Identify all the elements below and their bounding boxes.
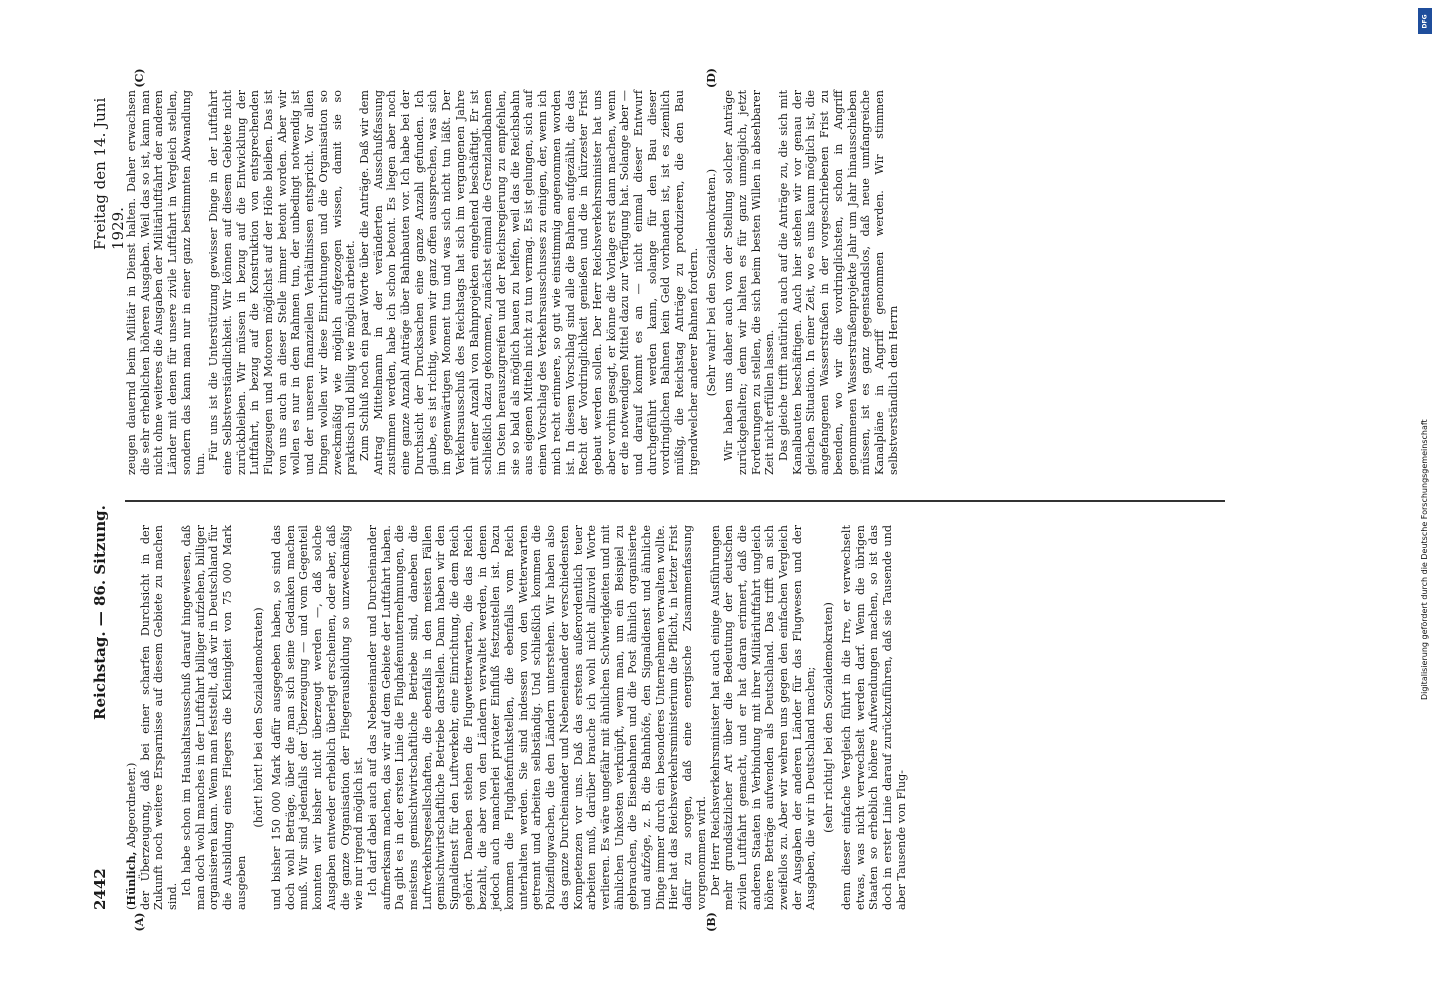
- paragraph: zeugen dauernd beim Militär in Dienst halten. Daher erwachsen die sehr erheblichen höheren Ausgaben. Weil das so ist, kann man nicht ohne weiteres die Ausgaben der Militärluftfahrt der anderen Länder mit denen für unsere zivile Luftfahrt in Vergleich stellen, sondern das kann man nur in einer ganz bestimmten Abwandlung tun.: [125, 90, 207, 475]
- marker-d: (D): [705, 68, 718, 88]
- paragraph: Zum Schluß noch ein paar Worte über die Anträge. Daß wir dem Antrag Mittelmann in der veränderten Ausschußfassung zustimmen werden, habe ich schon betont. Es liegen aber noch eine ganze Anzahl Anträge über Bahnbauten vor. Ich habe bei der Durchsicht der Drucksachen eine ganze Anzahl gefunden. Ich glaube, es ist richtig, wenn wir ganz offen aussprechen, was sich im gegenwärtigen Moment tun und was sich nicht tun läßt. Der Verkehrsausschuß des Reichstags hat sich im vergangenen Jahre mit einer Anzahl von Bahnprojekten eingehend beschäftigt. Er ist schließlich dazu gekommen, zunächst einmal die Grenzlandbahnen im Osten herauszugreifen und der Reichsregierung zu empfehlen, sie so bald als möglich bauen zu helfen, weil das die Reichsbahn aus eigenen Mitteln nicht zu tun vermag. Es ist gelungen, sich auf einen Vorschlag des Verkehrsausschusses zu einigen, der, wenn ich mich recht erinnere, so gut wie einstimmig angenommen worden ist. In diesem Vorschlag sind alle die Bahnen aufgezählt, die das Recht der Vordringlichkeit genießen und die in kürzester Frist gebaut werden sollen. Der Herr Reichsverkehrsminister hat uns aber vorhin gesagt, er könne die Vorlage erst dann machen, wenn er die notwendigen Mittel dazu zur Verfügung hat. Solange aber — und darauf kommt es an — nicht einmal dieser Entwurf durchgeführt werden kann, solange für den Bau dieser vordringlichen Bahnen kein Geld vorhanden ist, ist es ziemlich müßig, die Reichstag Anträge zu produzieren, die den Bau irgendwelcher anderer Bahnen fordern.: [357, 90, 700, 475]
- interjection: (hört! hört! bei den Sozialdemokraten): [252, 607, 266, 828]
- session-date: Freitag den 14. Juni 1929.: [91, 97, 127, 250]
- interjection: (Sehr wahr! bei den Sozialdemokraten.): [704, 168, 718, 397]
- marker-a: (A): [133, 912, 146, 932]
- paragraph: Für uns ist die Unterstützung gewisser Dinge in der Luftfahrt eine Selbstverständlichkeit. Wir können auf diesem Gebiete nicht zurückbleiben. Wir müssen in bezug auf die Entwicklung der Luftfahrt, in bezug auf die Konstruktion von entsprechenden Flugzeugen und Motoren möglichst auf der Höhe bleiben. Das ist von uns auch an dieser Stelle immer betont worden. Aber wir wollen es nur in dem Rahmen tun, der unbedingt notwendig ist und der unseren finanziellen Verhältnissen entspricht. Vor allen Dingen wollen wir diese Einrichtungen und die Organisation so zweckmäßig wie möglich aufgezogen wissen, damit sie so praktisch und billig wie möglich arbeitet.: [207, 90, 358, 475]
- paragraph: denn dieser einfache Vergleich führt in die Irre, er verwechselt etwas, was nicht verwechselt werden darf. Wenn die übrigen Staaten so erheblich höhere Aufwendungen machen, so ist das doch in erster Linie darauf zurückzuführen, daß sie Tausende und aber Tausende von Flug-: [839, 525, 908, 910]
- paragraph: der Überzeugung, daß bei einer scharfen Durchsicht in der Zukunft noch weitere Ersparnisse auf diesem Gebiete zu machen sind.: [138, 525, 180, 910]
- page-number: 2442: [91, 868, 109, 910]
- page-header: [85, 90, 127, 910]
- dfg-logo: DFG: [1418, 8, 1432, 34]
- speaker-line: (Hünlich, Abgeordneter.): [124, 762, 138, 910]
- session-title: Reichstag. — 86. Sitzung.: [91, 505, 109, 720]
- paragraph: Der Herr Reichsverkehrsminister hat auch einige Ausführungen mehr grundsätzlicher Art über die Bedeutung der deutschen zivilen Luftfahrt gemacht, und er hat daran erinnert, daß die anderen Staaten in Verbindung mit ihrer Militärluftfahrt ungleich höhere Beträge aufwenden als Deutschland. Das trifft an sich zweifellos zu. Aber wir wehren uns gegen den einfachen Vergleich der Ausgaben der anderen Länder für das Flugwesen und der Ausgaben, die wir in Deutschland machen;: [708, 525, 818, 910]
- funding-note: Digitalisierung gefördert durch die Deutsche Forschungsgemeinschaft: [1420, 419, 1429, 700]
- paragraph: Das gleiche trifft natürlich auch auf die Anträge zu, die sich mit Kanalbauten beschäftigen. Auch hier stehen wir vor genau der gleichen Situation. In einer Zeit, wo es uns kaum möglich ist, die angefangenen Wasserstraßen in der vorgeschriebenen Frist zu beenden, wo wir die vordringlichsten, schon in Angriff genommenen Wasserstraßenprojekte Jahr um Jahr hinausschieben müssen, ist es ganz gegenstandslos, daß neue umfangreiche Kanalpläne in Angriff genommen werden. Wir stimmen selbstverständlich dem Herrn: [777, 90, 900, 475]
- paragraph: Wir haben uns daher auch von der Stellung solcher Anträge zurückgehalten; denn wir halten es für ganz unmöglich, jetzt Forderungen zu stellen, die sich beim besten Willen in absehbarer Zeit nicht erfüllen lassen.: [722, 90, 777, 475]
- right-column: [125, 90, 900, 475]
- marker-b: (B): [705, 912, 718, 932]
- column-divider: [125, 501, 1225, 503]
- speaker-role: Abgeordneter.): [125, 762, 138, 852]
- marker-c: (C): [133, 68, 146, 88]
- paragraph: Ich habe schon im Haushaltsausschuß darauf hingewiesen, daß man doch wohl manches in der Luftfahrt billiger aufziehen, billiger organisieren kann. Wenn man feststellt, daß wir in Deutschland für die Ausbildung eines Fliegers die Kleinigkeit von 75 000 Mark ausgeben: [179, 525, 248, 910]
- paragraph: Ich darf dabei auch auf das Nebeneinander und Durcheinander aufmerksam machen, das wir auf dem Gebiete der Luftfahrt haben. Da gibt es in der ersten Linie die Flughafenunternehmungen, die meistens gemischtwirtschaftliche Betriebe sind, daneben die Luftverkehrsgesellschaften, die ebenfalls in den meisten Fällen gemischtwirtschaftliche Betriebe darstellen. Dann haben wir den Signaldienst für den Luftverkehr, eine Einrichtung, die dem Reich gehört. Daneben stehen die Flugwetterwarten, die das Reich bezahlt, die aber von den Ländern verwaltet werden, in denen jedoch auch mancherlei privater Einfluß festzustellen ist. Dazu kommen die Flughafenfunkstellen, die ebenfalls vom Reich unterhalten werden. Sie sind indessen von den Wetterwarten getrennt und arbeiten selbständig. Und schließlich kommen die Polizeiflugwachen, die den Ländern unterstehen. Wir haben also das ganze Durcheinander und Nebeneinander der verschiedensten Kompetenzen vor uns. Daß das erstens außerordentlich teuer arbeiten muß, darüber brauche ich wohl nicht allzuviel Worte verlieren. Es wäre ungefähr mit ähnlichen Schwierigkeiten und mit ähnlichen Unkosten verknüpft, wenn man, um ein Beispiel zu gebrauchen, die Eisenbahnen und die Post ähnlich organisierte und aufzöge, z. B. die Bahnhöfe, den Signaldienst und ähnliche Dinge immer durch ein besonderes Unternehmen verwalten wollte. Hier hat das Reichsverkehrsministerium die Pflicht, in letzter Frist dafür zu sorgen, daß eine energische Zusammenfassung vorgenommen wird.: [365, 525, 708, 910]
- speaker-name: Hünlich,: [124, 851, 138, 906]
- paragraph: und bisher 150 000 Mark dafür ausgegeben haben, so sind das doch wohl Beträge, über die man sich seine Gedanken machen muß. Wir sind jedenfalls der Überzeugung — und vom Gegenteil konnten wir bisher nicht überzeugt werden —, daß solche Ausgaben entweder erheblich überlegt erscheinen, oder aber, daß die ganze Organisation der Fliegerausbildung so unzweckmäßig wie nur irgend möglich ist.: [270, 525, 366, 910]
- interjection: (sehr richtig! bei den Sozialdemokraten): [822, 602, 836, 833]
- rotated-page: [85, 68, 1305, 932]
- left-column: [125, 525, 908, 910]
